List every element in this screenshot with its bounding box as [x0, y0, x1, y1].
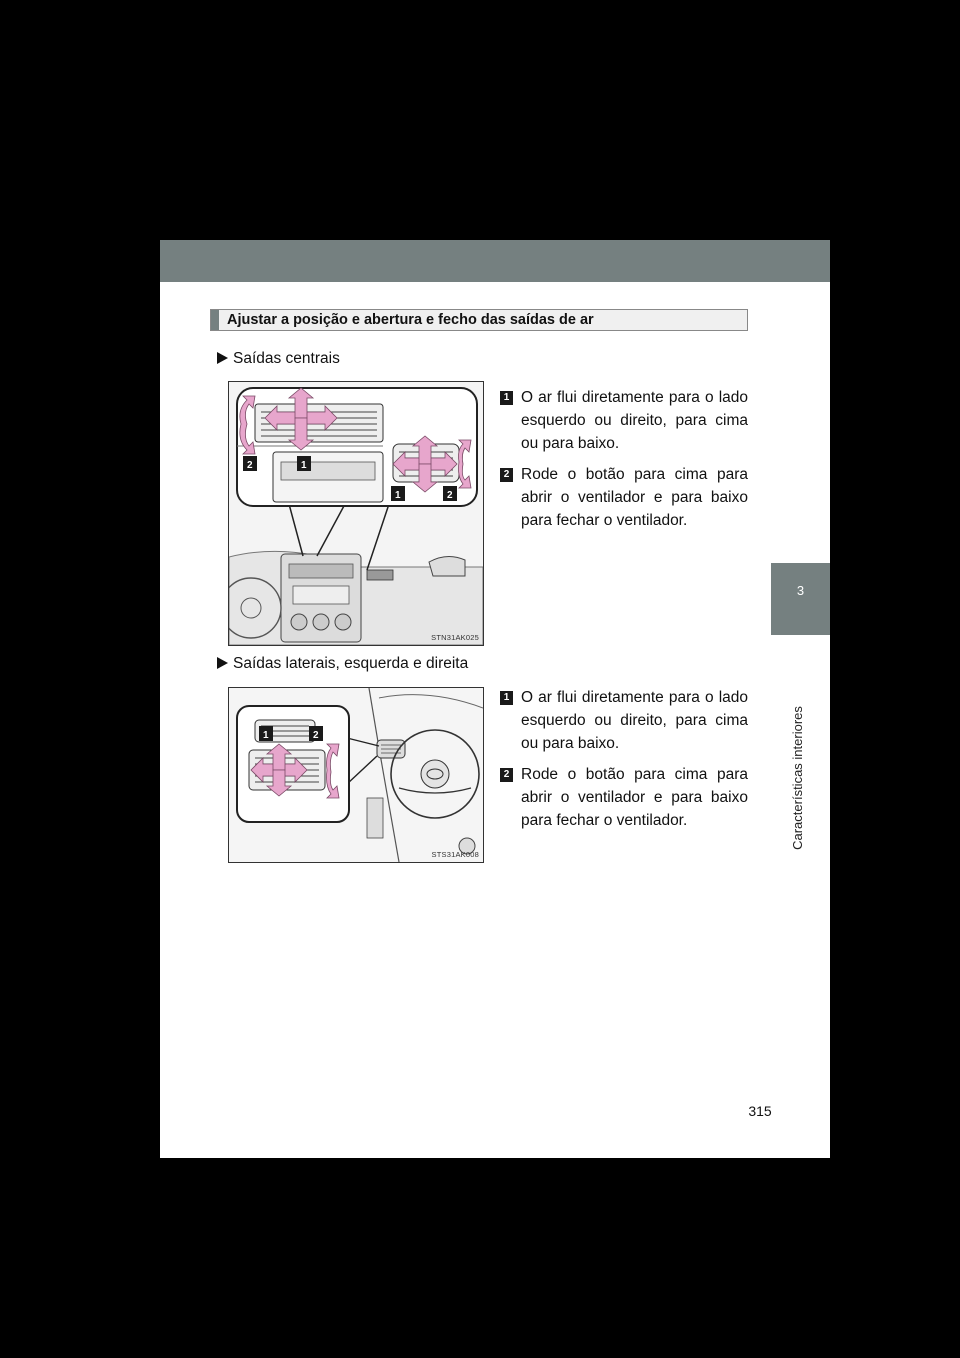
item-text: O ar flui diretamente para o lado esquerdo ou direito, para cima ou para baixo. [521, 389, 748, 452]
item-text: Rode o botão para cima para abrir o ventilador e para baixo para fechar o ventilador. [521, 766, 748, 829]
figure-side-vents [228, 687, 484, 863]
item-number-badge: 1 [500, 391, 513, 405]
subsection-title-side [217, 655, 468, 673]
item-text: O ar flui diretamente para o lado esquerdo ou direito, para cima ou para baixo. [521, 689, 748, 752]
triangle-bullet-icon [217, 657, 228, 669]
manual-page [160, 240, 830, 1158]
item-number-badge: 2 [500, 768, 513, 782]
subsection-title-text: Saídas laterais, esquerda e direita [233, 655, 469, 672]
svg-text:1: 1 [263, 730, 269, 741]
svg-text:2: 2 [247, 460, 253, 471]
list-item [500, 463, 748, 532]
item-number-badge: 1 [500, 691, 513, 705]
figure-id: STN31AK025 [431, 633, 479, 642]
item-number-badge: 2 [500, 468, 513, 482]
page-header-bar [160, 240, 830, 282]
chapter-label-text: Características interiores [790, 706, 805, 850]
list-item [500, 763, 748, 832]
list-item [500, 686, 748, 755]
list-item [500, 386, 748, 455]
figure-central-vents [228, 381, 484, 646]
figure-id: STS31AK008 [431, 850, 479, 859]
triangle-bullet-icon [217, 352, 228, 364]
heading-marker [211, 310, 219, 330]
svg-text:2: 2 [313, 730, 319, 741]
heading-text: Ajustar a posição e abertura e fecho das saídas de ar [227, 312, 594, 328]
chapter-tab [771, 563, 830, 635]
chapter-number: 3 [796, 583, 805, 598]
item-text: Rode o botão para cima para abrir o ventilador e para baixo para fechar o ventilador. [521, 466, 748, 529]
section-heading [210, 309, 748, 331]
item-list-central [500, 386, 748, 540]
page-number: 315 [748, 1103, 772, 1119]
chapter-label [764, 652, 836, 912]
item-list-side [500, 686, 748, 840]
subsection-title-central [217, 350, 340, 368]
svg-text:1: 1 [395, 490, 401, 501]
svg-text:1: 1 [301, 460, 307, 471]
svg-text:2: 2 [447, 490, 453, 501]
subsection-title-text: Saídas centrais [233, 350, 340, 367]
